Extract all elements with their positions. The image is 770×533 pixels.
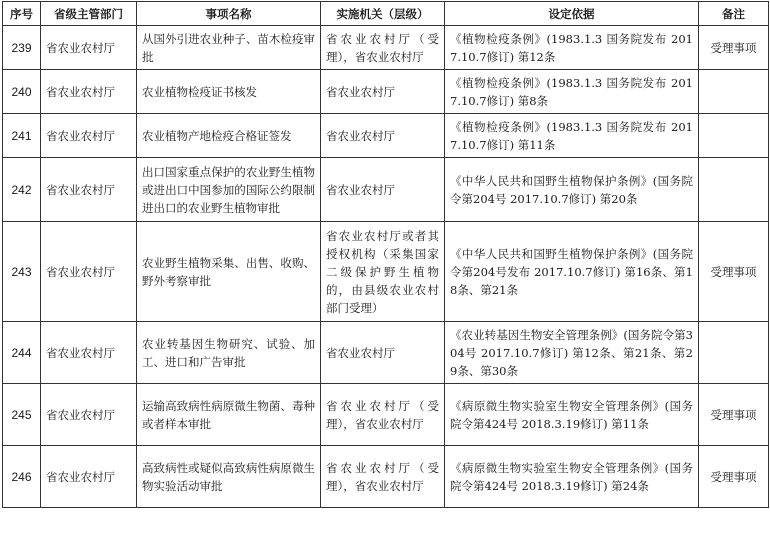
header-no: 序号 bbox=[3, 2, 41, 26]
row-basis: 《农业转基因生物安全管理条例》(国务院令第304号 2017.10.7修订) 第12条、第21条、第29条、第30条 bbox=[445, 322, 699, 384]
table-row bbox=[3, 384, 769, 446]
row-name: 农业植物产地检疫合格证签发 bbox=[137, 114, 321, 158]
row-note: 受理事项 bbox=[699, 222, 769, 322]
row-basis: 《中华人民共和国野生植物保护条例》(国务院令第204号 2017.10.7修订) 第20条 bbox=[445, 158, 699, 222]
row-basis: 《中华人民共和国野生植物保护条例》(国务院令第204号发布 2017.10.7修订) 第16条、第18条、第21条 bbox=[445, 222, 699, 322]
row-org: 省农业农村厅（受理），省农业农村厅 bbox=[321, 446, 445, 508]
table-row bbox=[3, 158, 769, 222]
row-org: 省农业农村厅或者其授权机构（采集国家二级保护野生植物的，由县级农业农村部门受理） bbox=[321, 222, 445, 322]
header-name: 事项名称 bbox=[137, 2, 321, 26]
row-dept: 省农业农村厅 bbox=[41, 114, 137, 158]
row-note bbox=[699, 70, 769, 114]
row-org: 省农业农村厅 bbox=[321, 114, 445, 158]
row-no: 239 bbox=[3, 26, 41, 70]
approval-items-table bbox=[2, 1, 769, 508]
row-org: 省农业农村厅 bbox=[321, 70, 445, 114]
row-no: 246 bbox=[3, 446, 41, 508]
header-row bbox=[3, 2, 769, 26]
row-no: 243 bbox=[3, 222, 41, 322]
row-note bbox=[699, 114, 769, 158]
row-dept: 省农业农村厅 bbox=[41, 26, 137, 70]
row-note: 受理事项 bbox=[699, 446, 769, 508]
table-row bbox=[3, 446, 769, 508]
row-basis: 《植物检疫条例》(1983.1.3 国务院发布 2017.10.7修订) 第11条 bbox=[445, 114, 699, 158]
row-note: 受理事项 bbox=[699, 384, 769, 446]
table-row bbox=[3, 322, 769, 384]
header-org: 实施机关（层级） bbox=[321, 2, 445, 26]
row-basis: 《病原微生物实验室生物安全管理条例》(国务院令第424号 2018.3.19修订) 第24条 bbox=[445, 446, 699, 508]
row-no: 241 bbox=[3, 114, 41, 158]
row-no: 244 bbox=[3, 322, 41, 384]
row-note bbox=[699, 158, 769, 222]
header-basis: 设定依据 bbox=[445, 2, 699, 26]
row-name: 出口国家重点保护的农业野生植物或进出口中国参加的国际公约限制进出口的农业野生植物审批 bbox=[137, 158, 321, 222]
row-dept: 省农业农村厅 bbox=[41, 158, 137, 222]
row-name: 农业野生植物采集、出售、收购、野外考察审批 bbox=[137, 222, 321, 322]
row-org: 省农业农村厅 bbox=[321, 322, 445, 384]
row-name: 农业植物检疫证书核发 bbox=[137, 70, 321, 114]
header-dept: 省级主管部门 bbox=[41, 2, 137, 26]
row-org: 省农业农村厅（受理），省农业农村厅 bbox=[321, 384, 445, 446]
row-dept: 省农业农村厅 bbox=[41, 222, 137, 322]
row-name: 运输高致病性病原微生物菌、毒种或者样本审批 bbox=[137, 384, 321, 446]
row-note: 受理事项 bbox=[699, 26, 769, 70]
row-basis: 《病原微生物实验室生物安全管理条例》(国务院令第424号 2018.3.19修订) 第11条 bbox=[445, 384, 699, 446]
row-basis: 《植物检疫条例》(1983.1.3 国务院发布 2017.10.7修订) 第8条 bbox=[445, 70, 699, 114]
row-name: 高致病性或疑似高致病性病原微生物实验活动审批 bbox=[137, 446, 321, 508]
row-name: 农业转基因生物研究、试验、加工、进口和广告审批 bbox=[137, 322, 321, 384]
row-dept: 省农业农村厅 bbox=[41, 446, 137, 508]
row-org: 省农业农村厅（受理），省农业农村厅 bbox=[321, 26, 445, 70]
table-row bbox=[3, 222, 769, 322]
row-org: 省农业农村厅 bbox=[321, 158, 445, 222]
row-no: 245 bbox=[3, 384, 41, 446]
table-row bbox=[3, 114, 769, 158]
row-no: 242 bbox=[3, 158, 41, 222]
row-basis: 《植物检疫条例》(1983.1.3 国务院发布 2017.10.7修订) 第12条 bbox=[445, 26, 699, 70]
row-name: 从国外引进农业种子、苗木检疫审批 bbox=[137, 26, 321, 70]
table-row bbox=[3, 26, 769, 70]
row-dept: 省农业农村厅 bbox=[41, 384, 137, 446]
row-dept: 省农业农村厅 bbox=[41, 322, 137, 384]
row-dept: 省农业农村厅 bbox=[41, 70, 137, 114]
row-note bbox=[699, 322, 769, 384]
table-row bbox=[3, 70, 769, 114]
row-no: 240 bbox=[3, 70, 41, 114]
header-note: 备注 bbox=[699, 2, 769, 26]
